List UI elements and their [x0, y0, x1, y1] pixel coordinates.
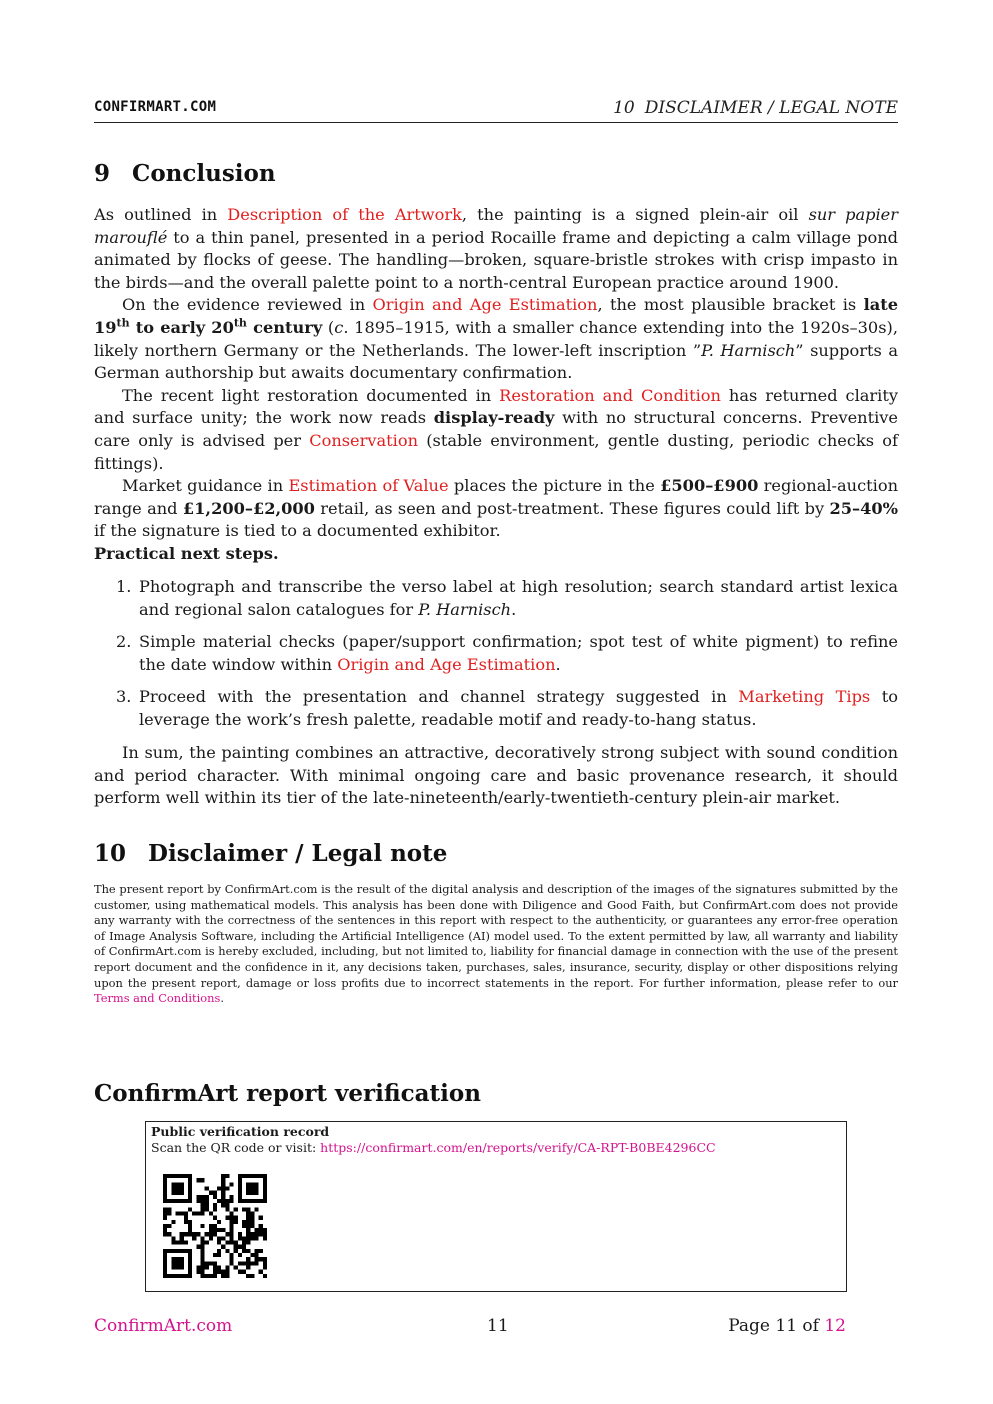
next-steps-heading: Practical next steps.: [94, 544, 279, 563]
ref-estimation-of-value[interactable]: Estimation of Value: [288, 476, 449, 496]
total-pages-link[interactable]: 12: [824, 1316, 846, 1336]
conclusion-paragraph-1: As outlined in Description of the Artwork, the painting is a signed plein-air oil sur papier marouflé to a thin panel, presented in a period Rocaille frame and depicting a calm village pond animated by flocks of geese. The handling—broken, square-bristle strokes with crisp impasto in the birds—and the overall palette point to a north-central European practice around 1900.: [94, 205, 898, 292]
verification-url-link[interactable]: https://confirmart.com/en/reports/verify/CA-RPT-B0BE4296CC: [320, 1140, 716, 1155]
ref-marketing-tips[interactable]: Marketing Tips: [738, 687, 871, 707]
conclusion-paragraph-3: The recent light restoration documented in Restoration and Condition has returned clarity and surface unity; the work now reads display-ready with no structural concerns. Preventive care only is advised per Conservation (stable environment, gentle dusting, periodic checks of fittings).: [94, 385, 899, 473]
closing-paragraph: In sum, the painting combines an attractive, decoratively strong subject with sound condition and period character. With minimal ongoing care and basic provenance research, it should perform well within its tier of the late-nineteenth/early-twentieth-century plein-air market.: [94, 743, 898, 808]
section-number: 9: [94, 160, 111, 187]
list-item: 3. Proceed with the presentation and channel strategy suggested in Marketing Tips to leverage the work’s fresh palette, readable motif and ready-to-hang status.: [116, 687, 898, 729]
terms-and-conditions-link[interactable]: Terms and Conditions: [94, 991, 221, 1006]
verification-record-box: [145, 1121, 847, 1292]
qr-code-icon[interactable]: [163, 1174, 267, 1278]
section-title: Conclusion: [132, 160, 276, 187]
running-head: [613, 98, 898, 118]
verification-box-title: Public verification record: [151, 1124, 330, 1139]
disclaimer-text: The present report by ConfirmArt.com is the result of the digital analysis and description of the images of the signatures submitted by the customer, using mathematical models. This analysis has been done with Diligence and Good Faith, but ConfirmArt.com does not provide any warranty with the correctness of the sentences in this report with respect to the authenticity, or guarantees any error-free operation of Image Analysis Software, including the Artificial Intelligence (AI) model used. To the extent permitted by law, all warranty and liability of ConfirmArt.com is hereby excluded, including, but not limited to, liability for financial damage in connection with the use of the present report document and the confidence in it, any decisions taken, purchases, sales, insurance, security, display or other dispositions relying upon the present report, damage or loss profits due to incorrect statements in the report. For further information, please refer to our Terms and Conditions.: [94, 882, 898, 1006]
conclusion-closing: [94, 742, 898, 810]
page-header: [94, 96, 898, 123]
list-item: 1. Photograph and transcribe the verso label at high resolution; search standard artist lexica and regional salon catalogues for P. Harnisch.: [116, 577, 898, 619]
list-item: 2. Simple material checks (paper/support confirmation; spot test of white pigment) to refine the date window within Origin and Age Estimation.: [116, 632, 898, 674]
footer-page-number: 11: [487, 1316, 509, 1336]
ref-origin-age-estimation[interactable]: Origin and Age Estimation: [337, 654, 556, 674]
conclusion-paragraph-2: On the evidence reviewed in Origin and Age Estimation, the most plausible bracket is late 19th to early 20th century (c. 1895–1915, with a smaller chance extending into the 1920s–30s), likely northern Germany or the Netherlands. The lower-left inscription ”P. Harnisch” supports a German authorship but awaits documentary confirmation.: [94, 295, 898, 383]
ref-origin-age-estimation[interactable]: Origin and Age Estimation: [372, 295, 598, 315]
verification-heading: ConfirmArt report verification: [94, 1080, 481, 1107]
ref-conservation[interactable]: Conservation: [309, 430, 419, 450]
section-number: 10: [94, 840, 127, 867]
conclusion-body: [94, 204, 898, 543]
footer-site-link[interactable]: ConfirmArt.com: [94, 1316, 233, 1336]
section-title: Disclaimer / Legal note: [148, 840, 448, 867]
ref-restoration-condition[interactable]: Restoration and Condition: [499, 385, 721, 405]
confirmart-logo: CONFIRMART.COM: [94, 99, 217, 115]
footer-page-count: Page 11 of 12: [728, 1316, 846, 1336]
conclusion-paragraph-4: Market guidance in Estimation of Value places the picture in the £500–£900 regional-auction range and £1,200–£2,000 retail, as seen and post-treatment. These figures could lift by 25–40% if the signature is tied to a documented exhibitor.: [94, 476, 899, 541]
next-steps-list: [94, 576, 898, 742]
running-head-title: DISCLAIMER / LEGAL NOTE: [644, 98, 898, 118]
verification-scan-line: Scan the QR code or visit: https://confirmart.com/en/reports/verify/CA-RPT-B0BE4296CC: [151, 1140, 716, 1155]
section-heading-conclusion: [94, 160, 276, 188]
running-head-number: 10: [613, 98, 635, 118]
ref-description-of-artwork[interactable]: Description of the Artwork: [227, 205, 462, 224]
section-heading-disclaimer: [94, 840, 447, 868]
